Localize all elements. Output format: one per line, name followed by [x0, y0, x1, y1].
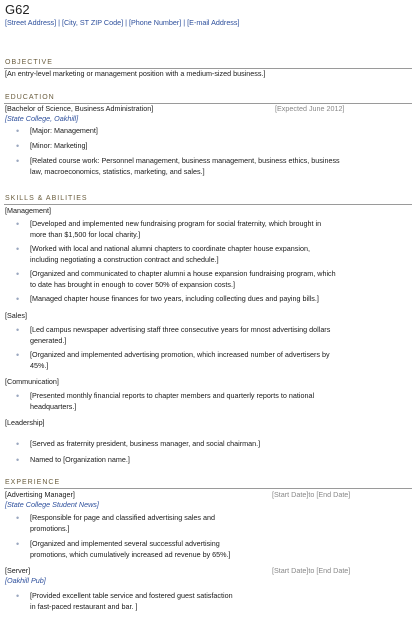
skills-divider: [4, 204, 412, 205]
skill-item: [Organized and communicated to chapter alumni a house expansion fundraising program, which: [30, 269, 336, 278]
bullet-icon: •: [16, 513, 20, 523]
job-item: [Provided excellent table service and fostered guest satisfaction: [30, 591, 233, 600]
bullet-icon: •: [16, 141, 20, 151]
skill-item: [Developed and implemented new fundraising program for social fraternity, which brought in: [30, 219, 322, 228]
job-company: [Oakhill Pub]: [5, 576, 46, 585]
experience-divider: [4, 488, 412, 489]
job-company: [State College Student News]: [5, 500, 99, 509]
bullet-icon: •: [16, 219, 20, 229]
skill-item-cont: generated.]: [30, 336, 67, 345]
skill-item-cont: more than $1,500 for local charity.]: [30, 230, 141, 239]
skill-item: Named to [Organization name.]: [30, 455, 130, 464]
skill-item: [Led campus newspaper advertising staff three consecutive years for mnost advertising dollars: [30, 325, 331, 334]
resume-name: G62: [5, 2, 30, 17]
job-item: [Organized and implemented several successful advertising: [30, 539, 220, 548]
job-item: [Responsible for page and classified advertising sales and: [30, 513, 215, 522]
degree-date: [Expected June 2012]: [275, 104, 345, 113]
skill-category-sales: [Sales]: [5, 311, 27, 320]
degree: [Bachelor of Science, Business Administration]: [5, 104, 154, 113]
bullet-icon: •: [16, 591, 20, 601]
skill-item: [Organized and implemented advertising promotion, which increased number of advertisers by: [30, 350, 330, 359]
bullet-icon: •: [16, 156, 20, 166]
skills-heading: SKILLS & ABILITIES: [5, 195, 88, 202]
education-item-cont: law, macroeconomics, statistics, marketing, and sales.]: [30, 167, 205, 176]
skill-item-cont: 45%.]: [30, 361, 49, 370]
bullet-icon: •: [16, 439, 20, 449]
education-item: [Minor: Marketing]: [30, 141, 88, 150]
bullet-icon: •: [16, 325, 20, 335]
skill-item: [Worked with local and national alumni chapters to coordinate chapter house expansion,: [30, 244, 310, 253]
job-title: [Server]: [5, 566, 31, 575]
education-item: [Major: Management]: [30, 126, 98, 135]
bullet-icon: •: [16, 244, 20, 254]
bullet-icon: •: [16, 126, 20, 136]
education-item: [Related course work: Personnel management, business management, business ethics, business: [30, 156, 340, 165]
bullet-icon: •: [16, 455, 20, 465]
skill-item: [Managed chapter house finances for two years, including collecting dues and paying bills.]: [30, 294, 319, 303]
job-item-cont: in fast-paced restaurant and bar. ]: [30, 602, 138, 611]
bullet-icon: •: [16, 391, 20, 401]
objective-heading: OBJECTIVE: [5, 59, 53, 66]
job-dates: [Start Date]to [End Date]: [272, 566, 351, 575]
job-title: [Advertising Manager]: [5, 490, 75, 499]
experience-heading: EXPERIENCE: [5, 479, 61, 486]
job-item-cont: promotions.]: [30, 524, 70, 533]
skill-category-communication: [Communication]: [5, 377, 59, 386]
education-heading: EDUCATION: [5, 94, 55, 101]
bullet-icon: •: [16, 269, 20, 279]
skill-category-leadership: [Leadership]: [5, 418, 45, 427]
skill-item-cont: headquarters.]: [30, 402, 77, 411]
job-item-cont: promotions, which cumulatively increased ad revenue by 65%.]: [30, 550, 231, 559]
skill-item-cont: to date has brought in enough to cover 50% of expansion costs.]: [30, 280, 235, 289]
school-name: [State College, Oakhill]: [5, 114, 79, 123]
skill-item-cont: including negotiating a construction contract and schedule.]: [30, 255, 219, 264]
skill-item: [Presented monthly financial reports to chapter members and quarterly reports to national: [30, 391, 315, 400]
bullet-icon: •: [16, 294, 20, 304]
bullet-icon: •: [16, 539, 20, 549]
contact-line: [Street Address] | [City, ST ZIP Code] | [Phone Number] | [E-mail Address]: [5, 18, 240, 27]
bullet-icon: •: [16, 350, 20, 360]
skill-item: [Served as fraternity president, business manager, and social chairman.]: [30, 439, 261, 448]
job-dates: [Start Date]to [End Date]: [272, 490, 351, 499]
objective-text: [An entry-level marketing or management position with a medium-sized business.]: [5, 69, 266, 78]
skill-category-management: [Management]: [5, 206, 51, 215]
